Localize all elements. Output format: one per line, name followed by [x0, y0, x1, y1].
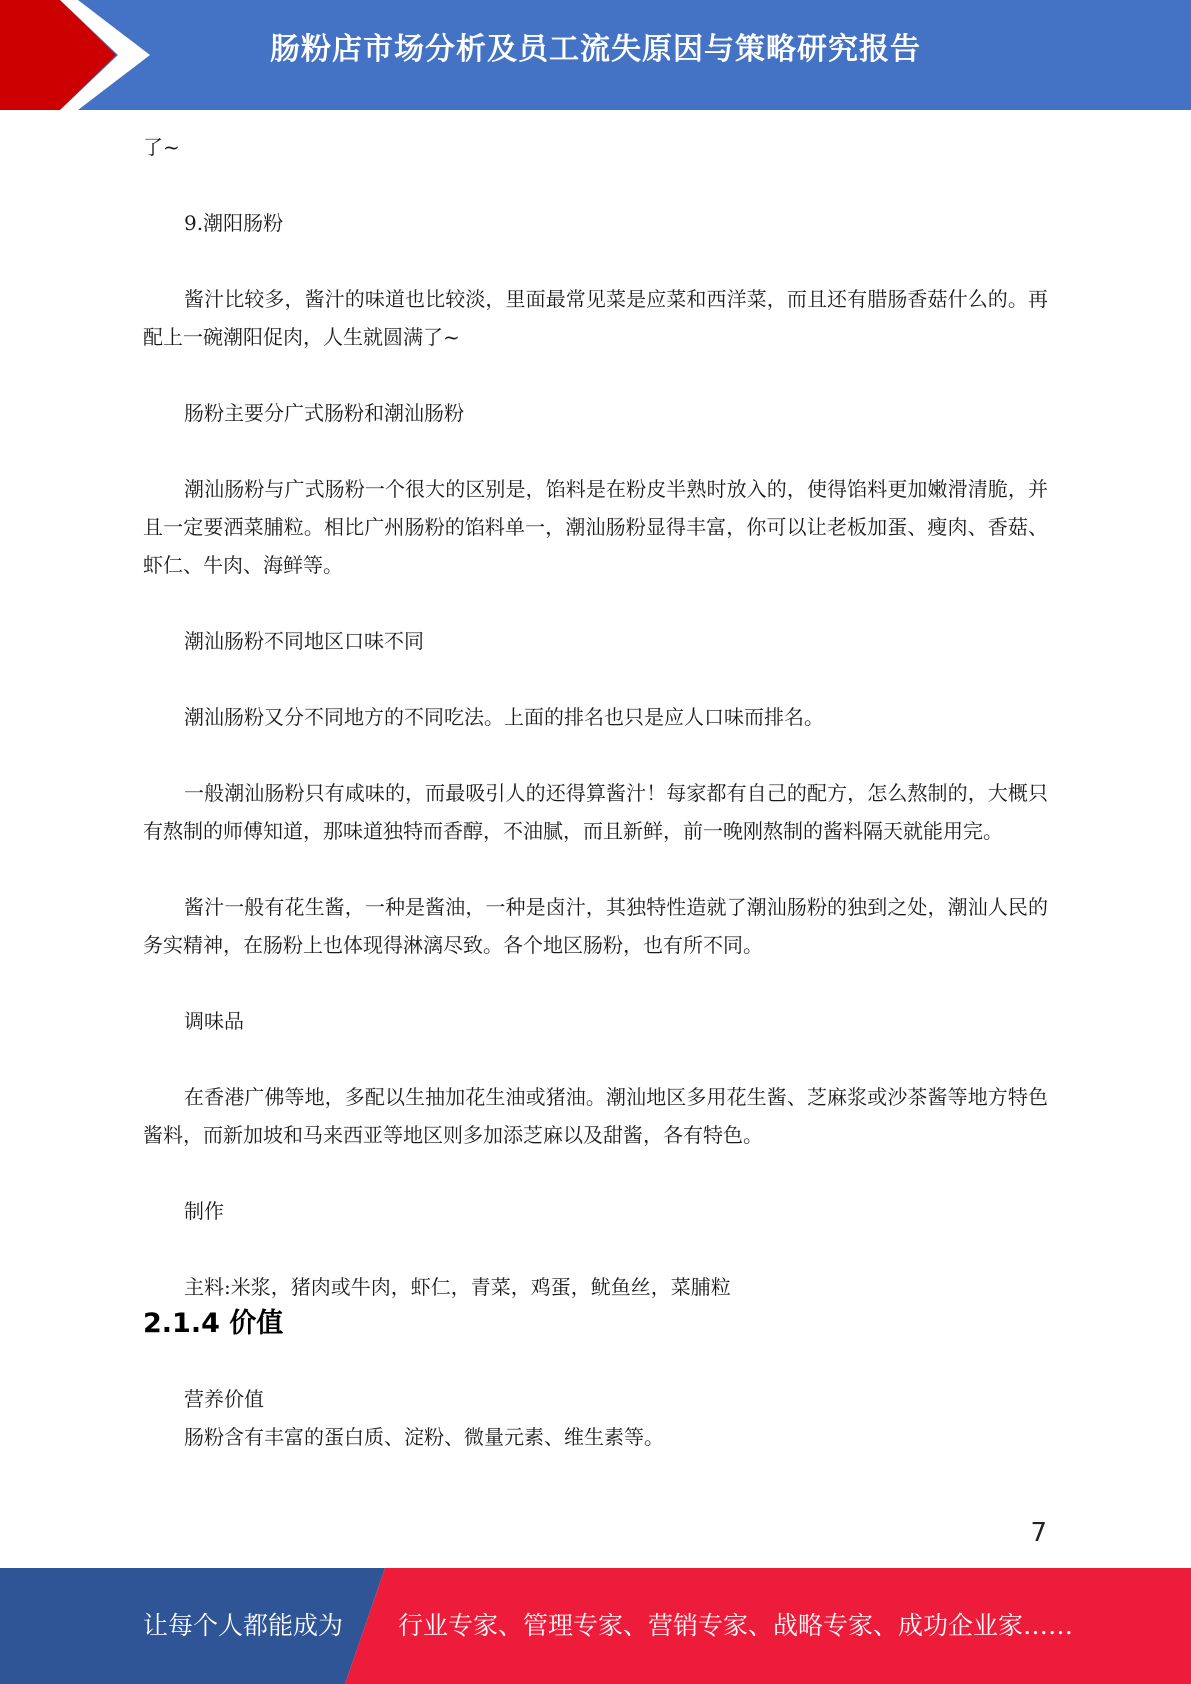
paragraph: 主料:米浆，猪肉或牛肉，虾仁，青菜，鸡蛋，鱿鱼丝，菜脯粒: [184, 1275, 731, 1299]
paragraph: 了~: [143, 135, 180, 159]
footer-slogan-right: 行业专家、管理专家、营销专家、战略专家、成功企业家……: [398, 1611, 1074, 1640]
paragraph: 潮汕肠粉与广式肠粉一个很大的区别是，馅料是在粉皮半熟时放入的，使得馅料更加嫩滑清脆，并且一定要洒菜脯粒。相比广州肠粉的馅料单一，潮汕肠粉显得丰富，你可以让老板加蛋、瘦肉、香菇、虾仁、牛肉、海鲜等。: [143, 477, 1048, 577]
paragraph-subtitle: 制作: [184, 1199, 224, 1223]
header-arrow-decoration: [0, 0, 160, 110]
document-body: [143, 128, 1048, 1456]
paragraph: 酱汁一般有花生酱，一种是酱油，一种是卤汁，其独特性造就了潮汕肠粉的独到之处，潮汕人民的务实精神，在肠粉上也体现得淋漓尽致。各个地区肠粉，也有所不同。: [143, 895, 1048, 957]
paragraph: 一般潮汕肠粉只有咸味的，而最吸引人的还得算酱汁！每家都有自己的配方，怎么熬制的，大概只有熬制的师傅知道，那味道独特而香醇，不油腻，而且新鲜，前一晚刚熬制的酱料隔天就能用完。: [143, 781, 1048, 843]
paragraph: 在香港广佛等地，多配以生抽加花生油或猪油。潮汕地区多用花生酱、芝麻浆或沙茶酱等地方特色酱料，而新加坡和马来西亚等地区则多加添芝麻以及甜酱，各有特色。: [143, 1085, 1048, 1147]
page-header: [0, 0, 1191, 110]
page-footer: [0, 1568, 1191, 1684]
paragraph: 酱汁比较多，酱汁的味道也比较淡，里面最常见菜是应菜和西洋菜，而且还有腊肠香菇什么的。再配上一碗潮阳促肉，人生就圆满了~: [143, 287, 1048, 349]
paragraph: 肠粉含有丰富的蛋白质、淀粉、微量元素、维生素等。: [184, 1425, 664, 1449]
paragraph-subtitle: 营养价值: [184, 1387, 264, 1411]
paragraph-subtitle: 肠粉主要分广式肠粉和潮汕肠粉: [184, 401, 464, 425]
header-title: 肠粉店市场分析及员工流失原因与策略研究报告: [270, 32, 921, 67]
paragraph-subtitle: 调味品: [184, 1009, 244, 1033]
page-number: 7: [1030, 1518, 1047, 1548]
paragraph-subtitle: 潮汕肠粉不同地区口味不同: [184, 629, 424, 653]
paragraph: 潮汕肠粉又分不同地方的不同吃法。上面的排名也只是应人口味而排名。: [184, 705, 824, 729]
footer-slogan-left: 让每个人都能成为: [143, 1611, 344, 1640]
paragraph-subtitle: 9.潮阳肠粉: [184, 211, 284, 235]
section-heading: 2.1.4 价值: [143, 1308, 284, 1339]
